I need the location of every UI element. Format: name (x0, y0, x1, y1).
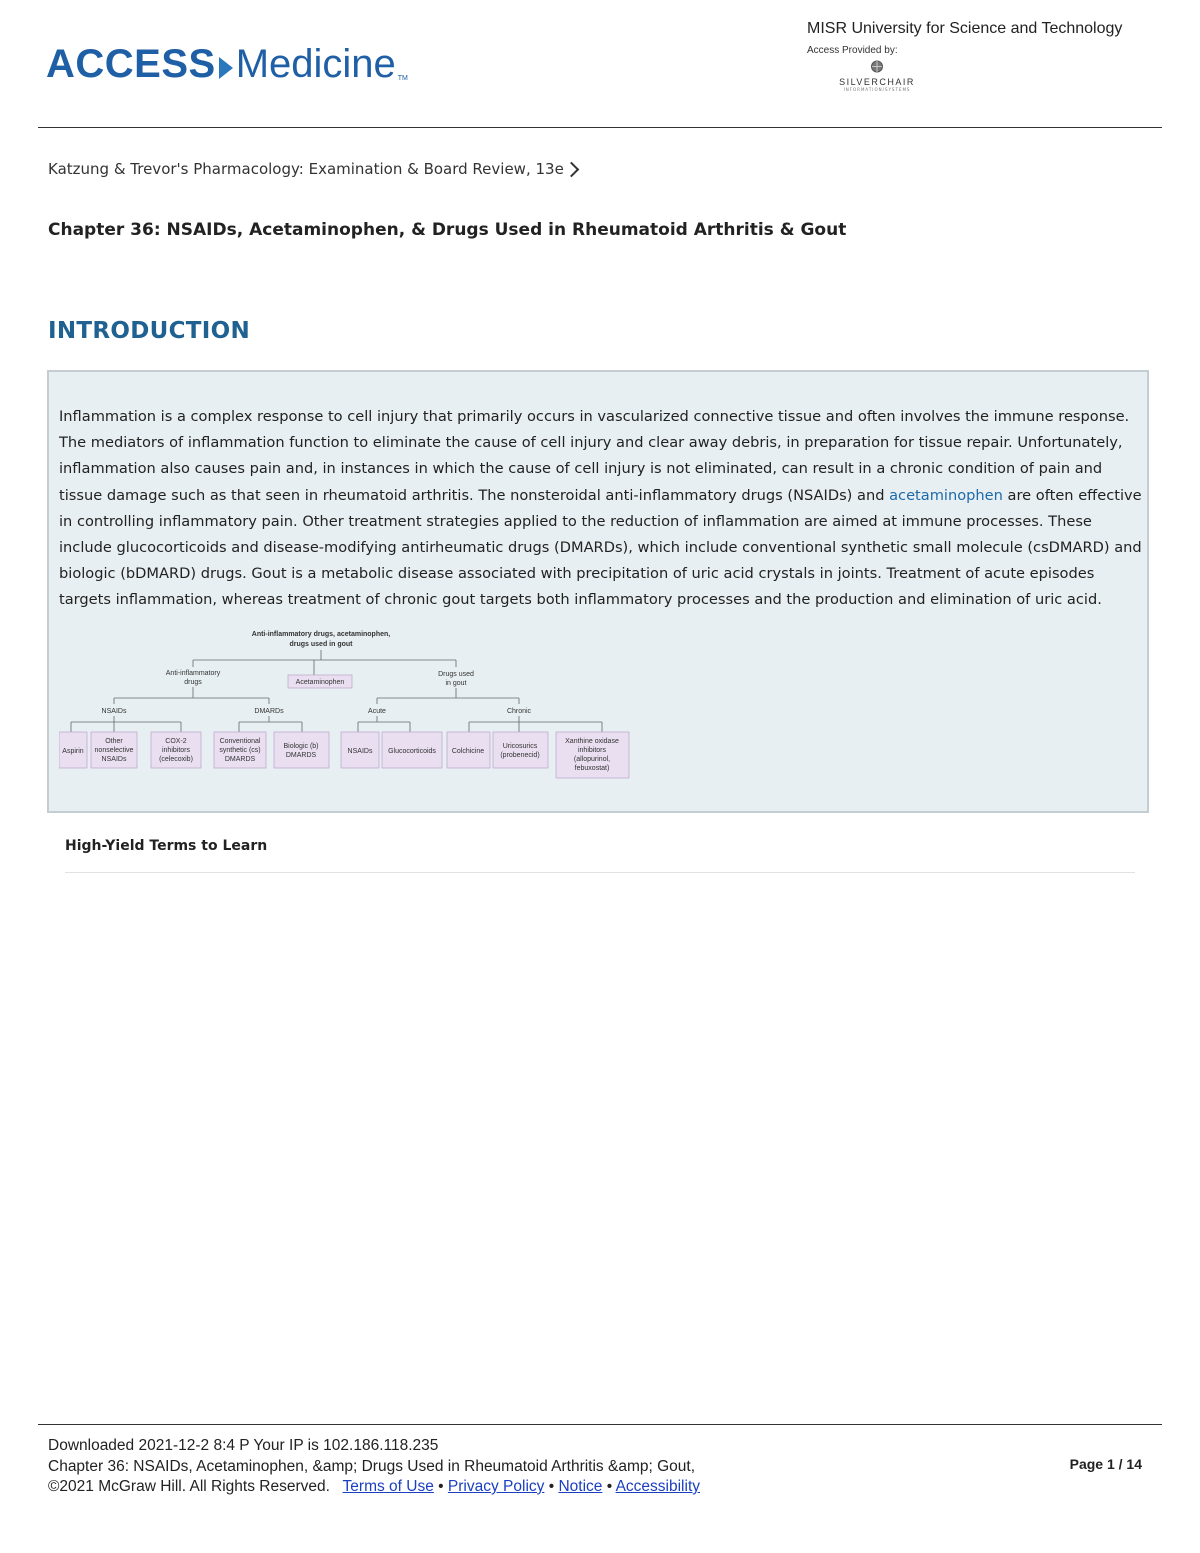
diagram-aspirin: Aspirin (62, 748, 84, 755)
diagram-other-nsaids-line3: NSAIDs (101, 756, 127, 763)
intro-text-part1: Inflammation is a complex response to cell injury that primarily occurs in vascularized connective tissue and often involves the immune response. The mediators of inflammation function to eliminate the cause of cell injury and clear away debris, in preparation for tissue repair. Unfortunately, inflammation also causes pain and, in instances in which the cause of cell injury is not eliminated, can result in a chronic condition of pain and tissue damage such as that seen in rheumatoid arthritis. The nonsteroidal anti-inflammatory drugs (NSAIDs) and (59, 408, 1130, 504)
silverchair-globe-icon (870, 60, 884, 73)
drug-classification-diagram (59, 625, 659, 795)
provider-name: SILVERCHAIR (839, 77, 915, 87)
diagram-root-line2: drugs used in gout (289, 641, 353, 648)
diagram-uricosurics-line1: Uricosurics (502, 743, 538, 750)
diagram-chronic: Chronic (506, 708, 532, 715)
chapter-title: Chapter 36: NSAIDs, Acetaminophen, & Drugs Used in Rheumatoid Arthritis & Gout (48, 220, 847, 240)
diagram-root-line1: Anti-inflammatory drugs, acetaminophen, (251, 631, 391, 638)
notice-link[interactable]: Notice (558, 1478, 603, 1495)
diagram-cox2-line1: COX-2 (165, 738, 187, 745)
introduction-paragraph (59, 404, 1145, 614)
copyright-text: ©2021 McGraw Hill. All Rights Reserved. (48, 1478, 330, 1495)
diagram-nsaids: NSAIDs (101, 708, 127, 715)
privacy-policy-link[interactable]: Privacy Policy (447, 1478, 545, 1495)
institution-block (807, 20, 1152, 92)
institution-name: MISR University for Science and Technology (807, 20, 1123, 37)
diagram-biologic-line2: DMARDS (285, 752, 317, 759)
diagram-drugs-gout-line1: Drugs used (438, 671, 474, 678)
silverchair-logo (837, 58, 917, 92)
diagram-xanthine-line4: febuxostat) (574, 765, 610, 772)
footer-separator: • (548, 1478, 555, 1495)
footer-chapter-line: Chapter 36: NSAIDs, Acetaminophen, &amp; Drugs Used in Rheumatoid Arthritis &amp; Gout, (48, 1457, 696, 1475)
diagram-other-nsaids-line1: Other (105, 738, 123, 745)
diagram-colchicine: Colchicine (451, 748, 485, 755)
diagram-uricosurics-line2: (probenecid) (500, 752, 540, 759)
access-provided-label: Access Provided by: (807, 45, 898, 56)
diagram-xanthine-line1: Xanthine oxidase (565, 738, 619, 745)
introduction-box (47, 370, 1149, 813)
high-yield-terms-heading[interactable]: High-Yield Terms to Learn (65, 838, 268, 854)
download-info: Downloaded 2021-12-2 8:4 P Your IP is 102.186.118.235 (48, 1437, 439, 1454)
intro-text-part2: are often effective in controlling inflammatory pain. Other treatment strategies applied to the reduction of inflammation are aimed at immune processes. These include glucocorticoids and disease-modifying antirheumatic drugs (DMARDs), which include conventional synthetic small molecule (csDMARD) and biologic (bDMARD) drugs. Gout is a metabolic disease associated with precipitation of uric acid crystals in joints. Treatment of acute episodes targets inflammation, whereas treatment of chronic gout targets both inflammatory processes and the production and elimination of uric acid. (59, 486, 1142, 609)
logo-medicine-text: Medicine (235, 42, 396, 86)
terms-of-use-link[interactable]: Terms of Use (342, 1478, 434, 1495)
diagram-acetaminophen: Acetaminophen (295, 679, 345, 686)
footer-separator: • (606, 1478, 613, 1495)
high-yield-divider (65, 872, 1135, 873)
diagram-cox2-line2: inhibitors (161, 747, 191, 754)
diagram-anti-inflammatory-line1: Anti-inflammatory (165, 670, 221, 677)
page-number: Page 1 / 14 (1069, 1456, 1142, 1472)
footer-divider (38, 1424, 1162, 1425)
diagram-drugs-gout-line2: in gout (445, 680, 467, 687)
breadcrumb-book-title[interactable]: Katzung & Trevor's Pharmacology: Examination & Board Review, 13e (48, 160, 564, 178)
acetaminophen-link[interactable]: acetaminophen (889, 486, 1003, 504)
diagram-dmards: DMARDs (254, 708, 284, 715)
logo-access-text: ACCESS (46, 42, 216, 86)
diagram-conventional-line3: DMARDS (224, 756, 256, 763)
accessmedicine-logo[interactable] (46, 28, 408, 84)
diagram-acute: Acute (368, 708, 386, 715)
logo-arrow-icon (219, 57, 233, 79)
diagram-biologic-line1: Biologic (b) (283, 743, 319, 750)
diagram-conventional-line1: Conventional (219, 738, 261, 745)
diagram-conventional-line2: synthetic (cs) (219, 747, 261, 754)
diagram-glucocorticoids: Glucocorticoids (388, 748, 436, 755)
diagram-acute-nsaids: NSAIDs (347, 748, 373, 755)
footer-separator: • (438, 1478, 444, 1495)
diagram-xanthine-line3: (allopurinol, (573, 756, 611, 763)
accessibility-link[interactable]: Accessibility (615, 1478, 701, 1495)
diagram-anti-inflammatory-line2: drugs (184, 679, 202, 686)
provider-tagline: INFORMATION/SYSTEMS (843, 87, 911, 92)
page-footer (48, 1436, 700, 1498)
header-divider (38, 127, 1162, 128)
section-heading: INTRODUCTION (48, 318, 251, 344)
footer-links-line (48, 1477, 700, 1498)
diagram-other-nsaids-line2: nonselective (94, 747, 134, 754)
breadcrumb[interactable] (48, 160, 577, 178)
diagram-xanthine-line2: inhibitors (577, 747, 607, 754)
chevron-right-icon (564, 161, 580, 177)
logo-trademark: TM (397, 75, 408, 82)
diagram-cox2-line3: (celecoxib) (159, 756, 193, 763)
